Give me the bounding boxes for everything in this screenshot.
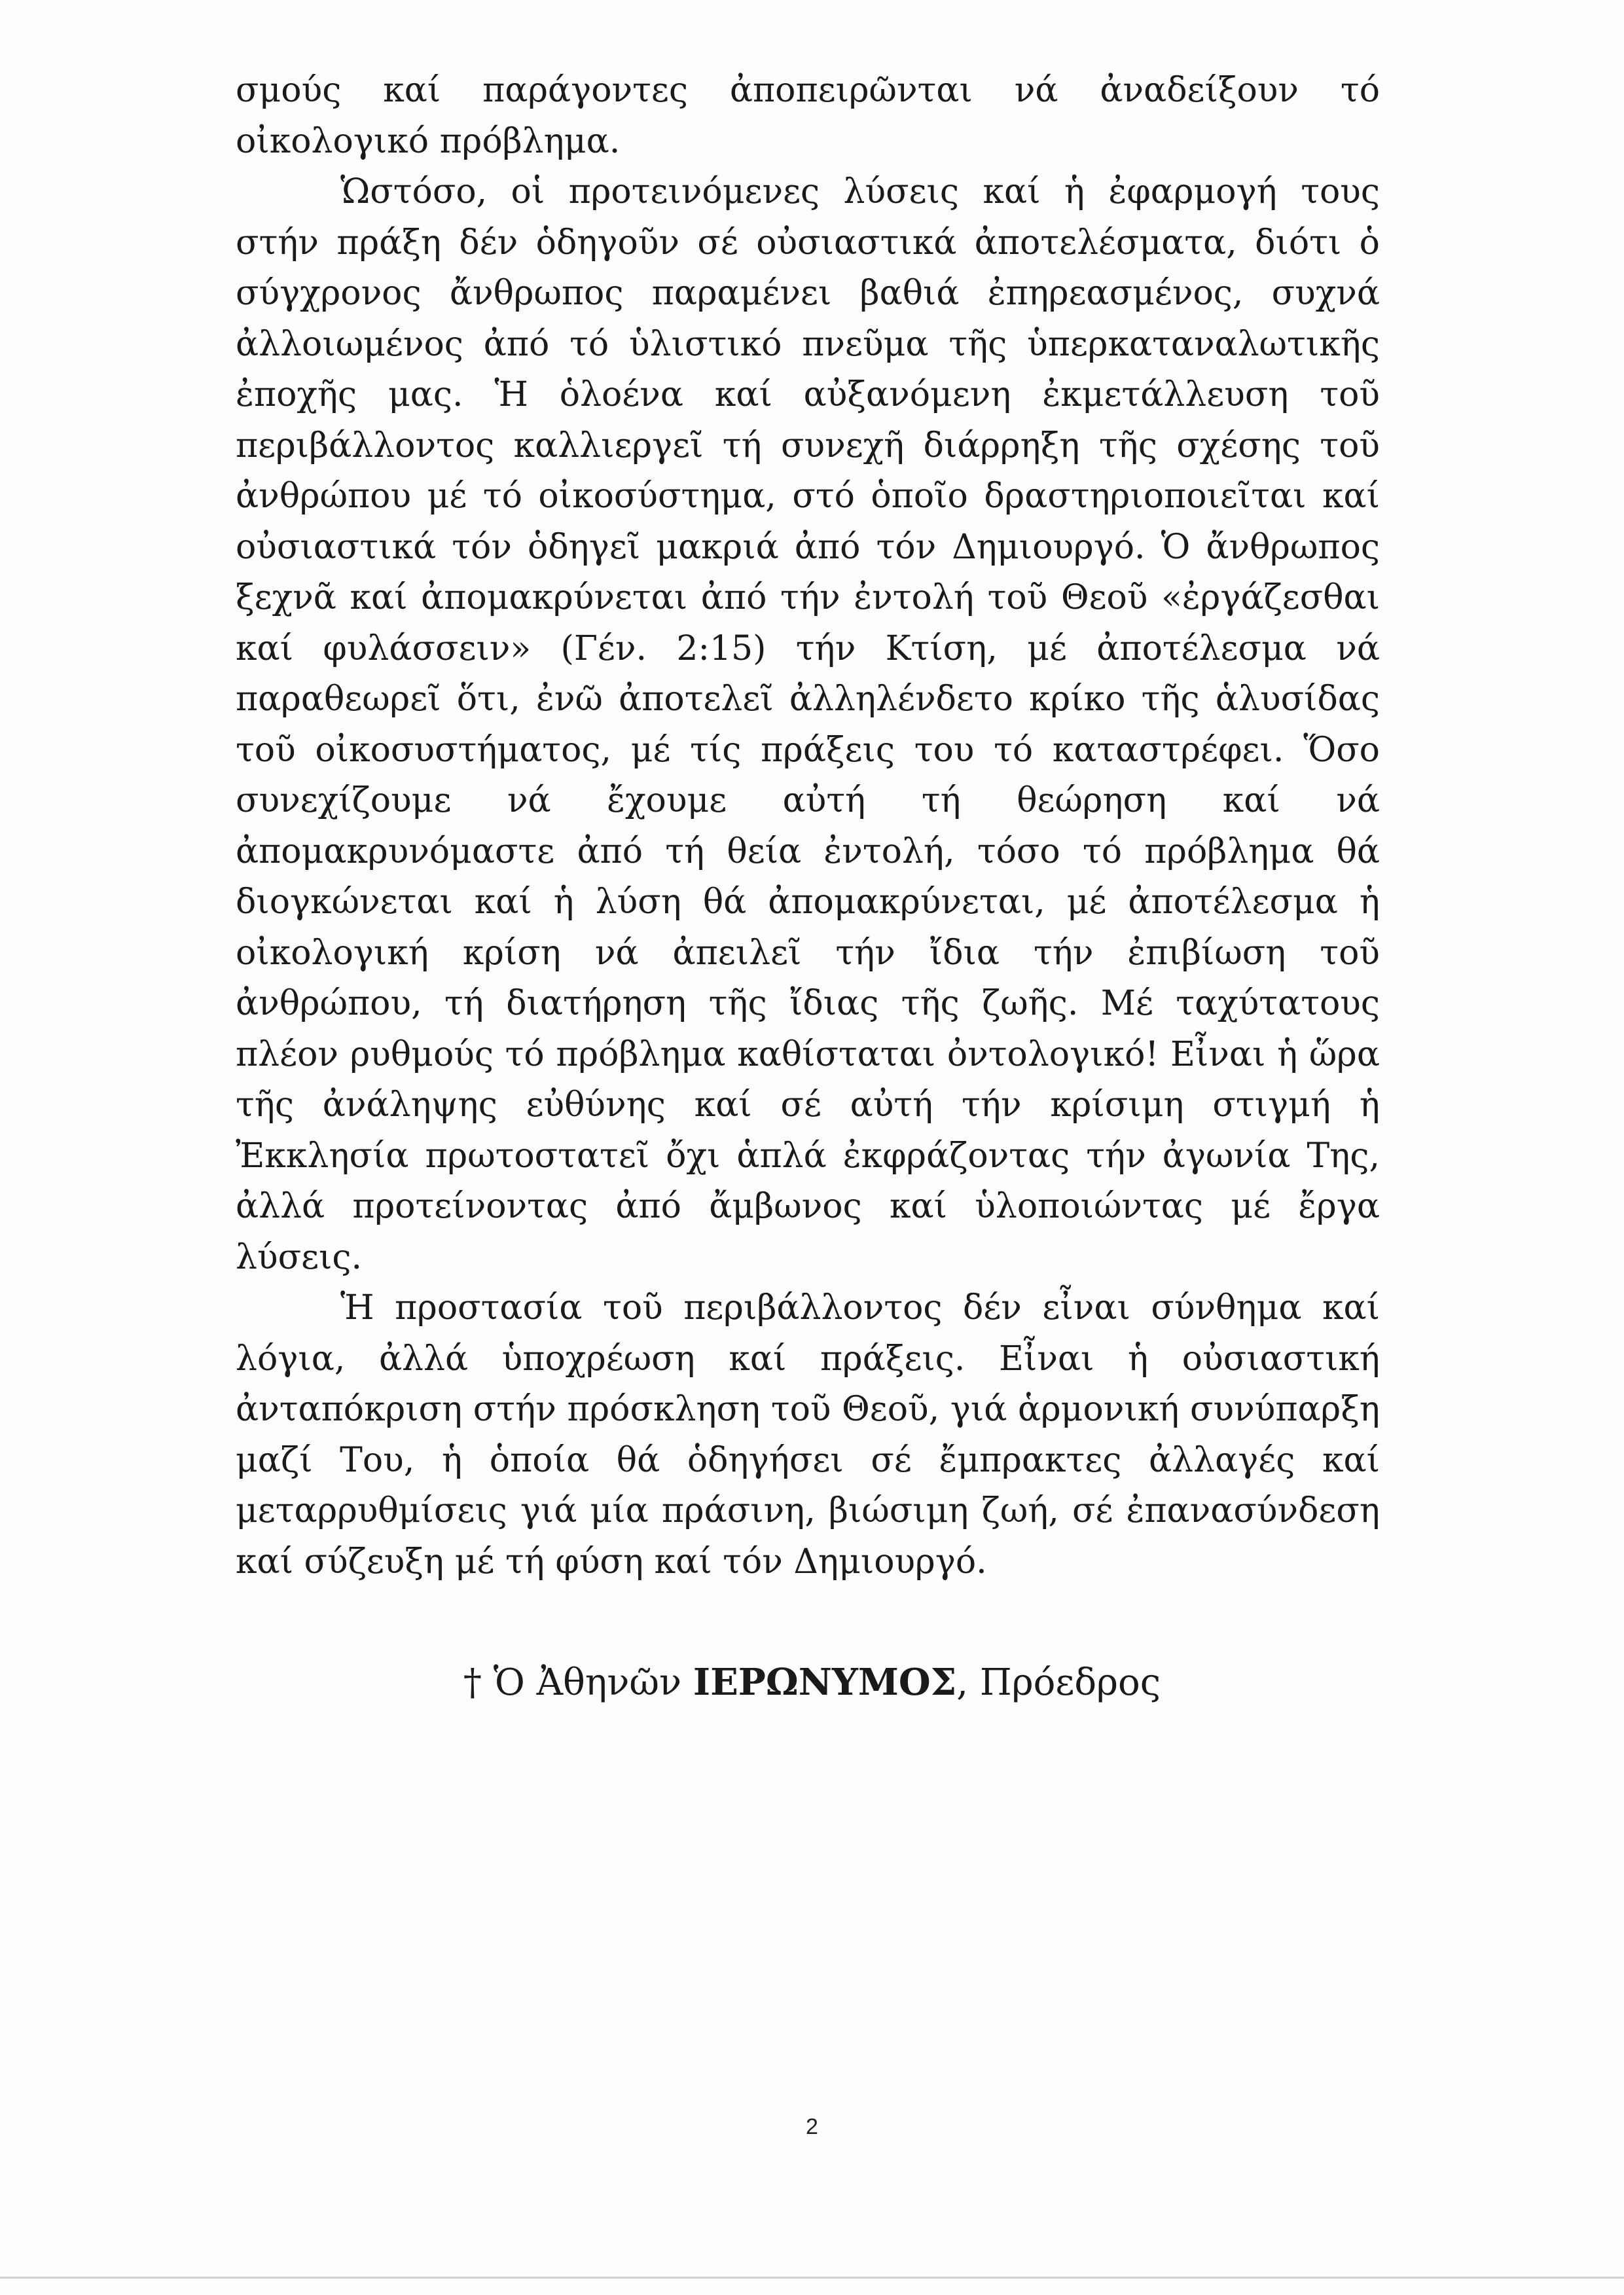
- paragraph-crisis: Ὡστόσο, οἱ προτεινόμενες λύσεις καί ἡ ἐφαρμογή τους στήν πράξη δέν ὁδηγοῦν σέ οὐσιαστικά ἀποτελέσματα, διότι ὁ σύγχρονος ἄνθρωπος παραμένει βαθιά ἐπηρεασμένος, συχνά ἀλλοιωμένος ἀπό τό ὑλιστικό πνεῦμα τῆς ὑπερκαταναλωτικῆς ἐποχῆς μας. Ἡ ὁλοένα καί αὐξανόμενη ἐκμετάλλευση τοῦ περιβάλλοντος καλλιεργεῖ τή συνεχῆ διάρρηξη τῆς σχέσης τοῦ ἀνθρώπου μέ τό οἰκοσύστημα, στό ὁποῖο δραστηριοποιεῖται καί οὐσιαστικά τόν ὁδηγεῖ μακριά ἀπό τόν Δημιουργό. Ὁ ἄνθρωπος ξεχνᾶ καί ἀπομακρύνεται ἀπό τήν ἐντολή τοῦ Θεοῦ «ἐργάζεσθαι καί φυλάσσειν» (Γέν. 2:15) τήν Κτίση, μέ ἀποτέλεσμα νά παραθεωρεῖ ὅτι, ἐνῶ ἀποτελεῖ ἀλληλένδετο κρίκο τῆς ἁλυσίδας τοῦ οἰκοσυστήματος, μέ τίς πράξεις του τό καταστρέφει. Ὅσο συνεχίζουμε νά ἔχουμε αὐτή τή θεώρηση καί νά ἀπομακρυνόμαστε ἀπό τή θεία ἐντολή, τόσο τό πρόβλημα θά διογκώνεται καί ἡ λύση θά ἀπομακρύνεται, μέ ἀποτέλεσμα ἡ οἰκολογική κρίση νά ἀπειλεῖ τήν ἴδια τήν ἐπιβίωση τοῦ ἀνθρώπου, τή διατήρηση τῆς ἴδιας τῆς ζωῆς. Μέ ταχύτατους πλέον ρυθμούς τό πρόβλημα καθίσταται ὀντολογικό! Εἶναι ἡ ὥρα τῆς ἀνάληψης εὐθύνης καί σέ αὐτή τήν κρίσιμη στιγμή ἡ Ἐκκλησία πρωτοστατεῖ ὄχι ἁπλά ἐκφράζοντας τήν ἀγωνία Της, ἀλλά προτείνοντας ἀπό ἄμβωνος καί ὑλοποιώντας μέ ἔργα λύσεις.: [236, 172, 1380, 1277]
- signature-line: [0, 1656, 1624, 1709]
- signature-suffix: , Πρόεδρος: [956, 1661, 1161, 1704]
- signature-name: ΙΕΡΩΝΥΜΟΣ: [693, 1661, 957, 1704]
- page-number: 2: [806, 2114, 818, 2139]
- scan-bottom-edge: [0, 2277, 1624, 2279]
- paragraph-continuation: σμούς καί παράγοντες ἀποπειρῶνται νά ἀναδείξουν τό οἰκολογικό πρόβλημα.: [236, 71, 1380, 161]
- body-text: [236, 65, 1380, 1587]
- paragraph-protection: Ἡ προστασία τοῦ περιβάλλοντος δέν εἶναι σύνθημα καί λόγια, ἀλλά ὑποχρέωση καί πράξεις. Εἶναι ἡ οὐσιαστική ἀνταπόκριση στήν πρόσκληση τοῦ Θεοῦ, γιά ἁρμονική συνύπαρξη μαζί Του, ἡ ὁποία θά ὁδηγήσει σέ ἔμπρακτες ἀλλαγές καί μεταρρυθμίσεις γιά μία πράσινη, βιώσιμη ζωή, σέ ἐπανασύνδεση καί σύζευξη μέ τή φύση καί τόν Δημιουργό.: [236, 1288, 1380, 1581]
- signature-prefix: † Ὁ Ἀθηνῶν: [463, 1661, 693, 1704]
